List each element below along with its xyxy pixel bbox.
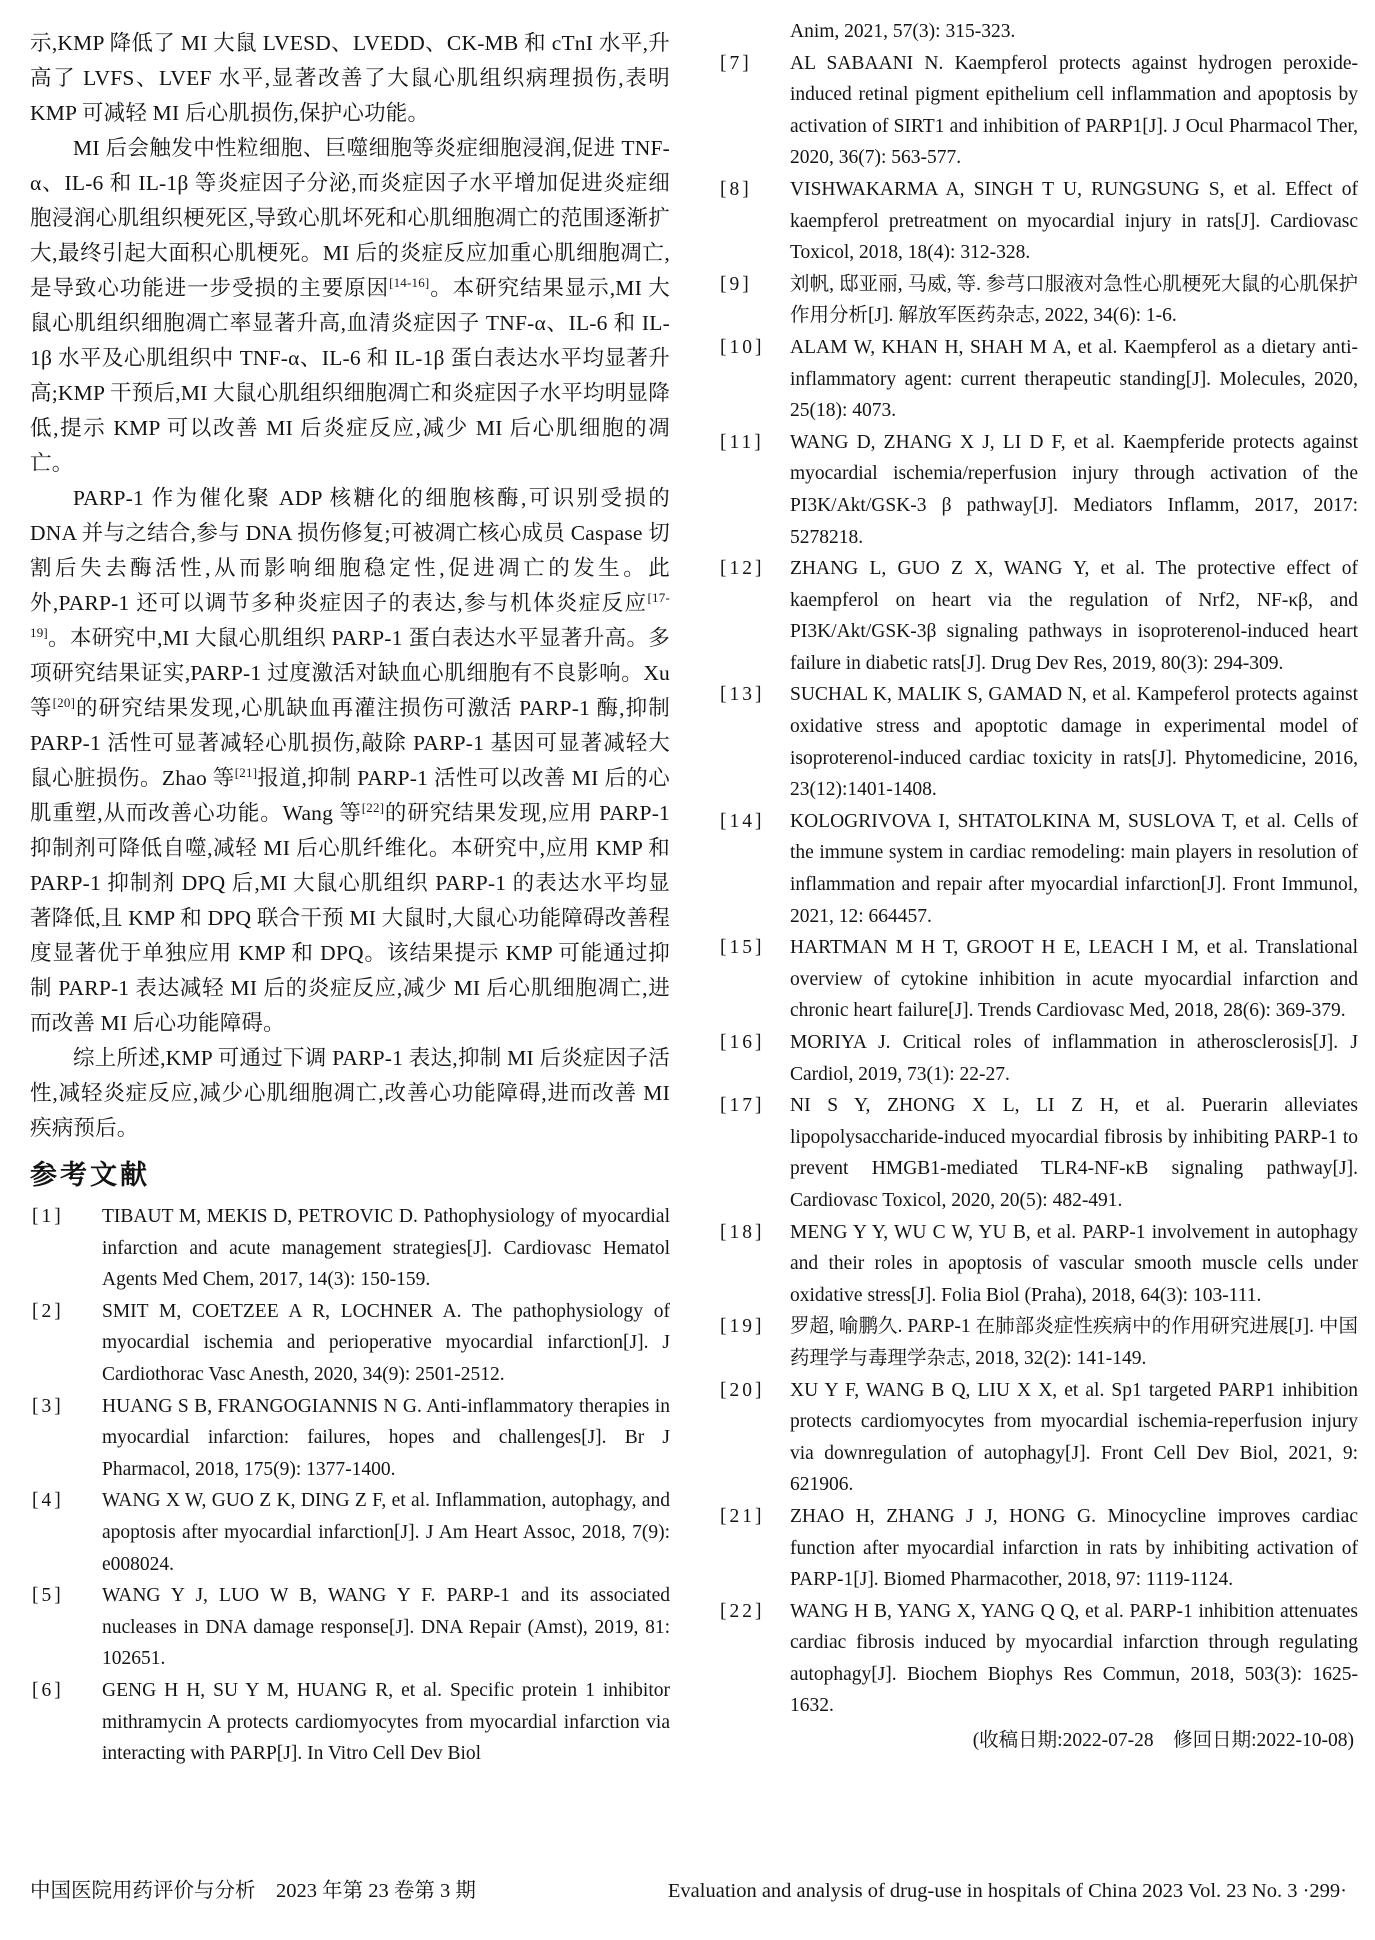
footer-journal-title-en: Evaluation and analysis of drug-use in hospitals of China 2023 Vol. 23 No. 3 ·299· <box>667 1880 1347 1902</box>
reference-number: [18] <box>720 1221 765 1243</box>
reference-item <box>718 269 1358 332</box>
reference-text: SMIT M, COETZEE A R, LOCHNER A. The pathophysiology of myocardial ischemia and perioperative myocardial infarction[J]. J Cardiothorac Vasc Anesth, 2020, 34(9): 2501-2512. <box>102 1300 670 1385</box>
reference-text: 罗超, 喻鹏久. PARP-1 在肺部炎症性疾病中的作用研究进展[J]. 中国药理学与毒理学杂志, 2018, 32(2): 141-149. <box>790 1316 1358 1369</box>
reference-item <box>718 679 1358 805</box>
reference-text: AL SABAANI N. Kaempferol protects against hydrogen peroxide-induced retinal pigment epithelium cell inflammation and apoptosis by activation of SIRT1 and inhibition of PARP1[J]. J Ocul Pharmacol Ther, 2020, 36(7): 563-577. <box>790 52 1358 169</box>
reference-text: 刘帆, 邸亚丽, 马威, 等. 参芎口服液对急性心肌梗死大鼠的心肌保护作用分析[J]. 解放军医药杂志, 2022, 34(6): 1-6. <box>790 273 1358 327</box>
reference-text: WANG Y J, LUO W B, WANG Y F. PARP-1 and its associated nucleases in DNA damage response[J]. DNA Repair (Amst), 2019, 81: 102651. <box>102 1585 670 1670</box>
reference-item <box>718 48 1358 174</box>
received-revised-dates: (收稿日期:2022-07-28 修回日期:2022-10-08) <box>972 1730 1354 1752</box>
reference-text: VISHWAKARMA A, SINGH T U, RUNGSUNG S, et al. Effect of kaempferol pretreatment on myocardial injury in rats[J]. Cardiovasc Toxicol, 2018, 18(4): 312-328. <box>790 178 1358 264</box>
discussion-paragraphs <box>30 26 670 1146</box>
citation-superscript: [22] <box>361 799 385 815</box>
reference-item <box>718 553 1358 679</box>
reference-item <box>718 1501 1358 1596</box>
reference-item <box>718 16 1358 48</box>
reference-number: [22] <box>720 1600 765 1622</box>
reference-number: [6] <box>32 1679 64 1701</box>
references-list-left <box>30 1201 670 1770</box>
reference-number: [2] <box>32 1300 64 1322</box>
reference-text: SUCHAL K, MALIK S, GAMAD N, et al. Kampeferol protects against oxidative stress and apoptotic damage in experimental model of isoproterenol-induced cardiac toxicity in rats[J]. Phytomedicine, 2016, 23(12):1401-1408. <box>790 684 1358 801</box>
reference-item <box>718 806 1358 932</box>
page-footer <box>30 1876 1347 1906</box>
paragraph-text: 示,KMP 降低了 MI 大鼠 LVESD、LVEDD、CK-MB 和 cTnI 水平,升高了 LVFS、LVEF 水平,显著改善了大鼠心肌组织病理损伤,表明 KMP 可减轻 MI 后心肌损伤,保护心功能。 <box>30 31 670 125</box>
reference-text: WANG D, ZHANG X J, LI D F, et al. Kaempferide protects against myocardial ischemia/reperfusion injury through activation of the PI3K/Akt/GSK-3 β pathway[J]. Mediators Inflamm, 2017, 2017: 5278218. <box>790 431 1358 548</box>
reference-text: XU Y F, WANG B Q, LIU X X, et al. Sp1 targeted PARP1 inhibition protects cardiomyocytes from myocardial ischemia-reperfusion injury via downregulation of autophagy[J]. Front Cell Dev Biol, 2021, 9: 621906. <box>790 1379 1358 1496</box>
reference-number: [3] <box>32 1395 64 1417</box>
reference-text: MENG Y Y, WU C W, YU B, et al. PARP-1 involvement in autophagy and their roles in apoptosis of vascular smooth muscle cells under oxidative stress[J]. Folia Biol (Praha), 2018, 64(3): 103-111. <box>790 1221 1358 1306</box>
paragraph-text: 综上所述,KMP 可通过下调 PARP-1 表达,抑制 MI 后炎症因子活性,减轻炎症反应,减少心肌细胞凋亡,改善心功能障碍,进而改善 MI 疾病预后。 <box>30 1046 670 1140</box>
reference-number: [17] <box>720 1095 765 1117</box>
citation-superscript: [20] <box>52 694 76 710</box>
reference-text: ZHAO H, ZHANG J J, HONG G. Minocycline improves cardiac function after myocardial infarction in rats by inhibiting activation of PARP-1[J]. Biomed Pharmacother, 2018, 97: 1119-1124. <box>790 1505 1358 1591</box>
reference-item <box>718 1217 1358 1312</box>
reference-number: [11] <box>720 431 764 453</box>
reference-item <box>30 1391 670 1486</box>
reference-item <box>718 1311 1358 1374</box>
reference-item <box>718 1090 1358 1216</box>
reference-item <box>30 1580 670 1675</box>
reference-text: GENG H H, SU Y M, HUANG R, et al. Specific protein 1 inhibitor mithramycin A protects cardiomyocytes from myocardial infarction via interacting with PARP[J]. In Vitro Cell Dev Biol <box>102 1679 670 1765</box>
body-paragraph <box>30 1041 670 1146</box>
reference-number: [4] <box>32 1490 64 1512</box>
reference-number: [21] <box>720 1505 765 1527</box>
paragraph-text: MI 后会触发中性粒细胞、巨噬细胞等炎症细胞浸润,促进 TNF-α、IL-6 和 IL-1β 等炎症因子分泌,而炎症因子水平增加促进炎症细胞浸润心肌组织梗死区,导致心肌坏死和心肌细胞凋亡的范围逐渐扩大,最终引起大面积心肌梗死。MI 后的炎症反应加重心肌细胞凋亡,是导致心功能进一步受损的主要原因 <box>30 136 670 300</box>
paragraph-text: 的研究结果发现,应用 PARP-1 抑制剂可降低自噬,减轻 MI 后心肌纤维化。本研究中,应用 KMP 和 PARP-1 抑制剂 DPQ 后,MI 大鼠心肌组织 PARP-1 的表达水平均显著降低,且 KMP 和 DPQ 联合干预 MI 大鼠时,大鼠心功能障碍改善程度显著优于单独应用 KMP 和 DPQ。该结果提示 KMP 可能通过抑制 PARP-1 表达减轻 MI 后的炎症反应,减少 MI 后心肌细胞凋亡,进而改善 MI 后心功能障碍。 <box>30 801 670 1035</box>
reference-number: [12] <box>720 558 765 580</box>
paragraph-text: 报道,抑制 PARP-1 活性可以改善 MI 后的心肌重塑,从而改善心功能。Wang 等 <box>30 766 670 825</box>
reference-text: ALAM W, KHAN H, SHAH M A, et al. Kaempferol as a dietary anti-inflammatory agent: current therapeutic standing[J]. Molecules, 2020, 25(18): 4073. <box>790 336 1358 422</box>
body-paragraph <box>30 481 670 1041</box>
right-column <box>718 16 1358 1757</box>
reference-number: [14] <box>720 810 765 832</box>
reference-item <box>718 1596 1358 1722</box>
citation-superscript: [17-19] <box>30 589 670 640</box>
reference-item <box>718 1375 1358 1501</box>
reference-text: KOLOGRIVOVA I, SHTATOLKINA M, SUSLOVA T, et al. Cells of the immune system in cardiac remodeling: main players in resolution of inflammation and repair after myocardial infarction[J]. Front Immunol, 2021, 12: 664457. <box>790 810 1358 927</box>
paragraph-text: PARP-1 作为催化聚 ADP 核糖化的细胞核酶,可识别受损的 DNA 并与之结合,参与 DNA 损伤修复;可被凋亡核心成员 Caspase 切割后失去酶活性,从而影响细胞稳定性,促进凋亡的发生。此外,PARP-1 还可以调节多种炎症因子的表达,参与机体炎症反应 <box>30 486 670 615</box>
body-paragraph <box>30 26 670 131</box>
reference-text: NI S Y, ZHONG X L, LI Z H, et al. Puerarin alleviates lipopolysaccharide-induced myocardial fibrosis by inhibiting PARP-1 to prevent HMGB1-mediated TLR4-NF-κB signaling pathway[J]. Cardiovasc Toxicol, 2020, 20(5): 482-491. <box>790 1095 1358 1211</box>
reference-number: [13] <box>720 684 765 706</box>
reference-number: [5] <box>32 1585 64 1607</box>
reference-number: [7] <box>720 52 752 74</box>
reference-number: [8] <box>720 178 752 200</box>
reference-item <box>30 1201 670 1296</box>
paragraph-text: 。本研究中,MI 大鼠心肌组织 PARP-1 蛋白表达水平显著升高。多项研究结果证实,PARP-1 过度激活对缺血心肌细胞有不良影响。Xu 等 <box>30 626 670 720</box>
reference-text: Anim, 2021, 57(3): 315-323. <box>790 21 1016 42</box>
reference-number: [16] <box>720 1032 765 1053</box>
reference-number: [1] <box>32 1206 64 1227</box>
reference-item <box>30 1296 670 1391</box>
reference-number: [15] <box>720 937 765 959</box>
reference-text: WANG X W, GUO Z K, DING Z F, et al. Inflammation, autophagy, and apoptosis after myocardial infarction[J]. J Am Heart Assoc, 2018, 7(9): e008024. <box>102 1490 670 1575</box>
reference-text: TIBAUT M, MEKIS D, PETROVIC D. Pathophysiology of myocardial infarction and acute management strategies[J]. Cardiovasc Hematol Agents Med Chem, 2017, 14(3): 150-159. <box>102 1206 670 1291</box>
footer-journal-title-cn: 中国医院用药评价与分析 2023 年第 23 卷第 3 期 <box>30 1880 476 1902</box>
reference-item <box>718 174 1358 269</box>
reference-number: [20] <box>720 1379 765 1401</box>
left-column <box>30 26 670 1770</box>
reference-item <box>30 1675 670 1770</box>
paragraph-text: 的研究结果发现,心肌缺血再灌注损伤可激活 PARP-1 酶,抑制 PARP-1 活性可显著减轻心肌损伤,敲除 PARP-1 基因可显著减轻大鼠心脏损伤。Zhao 等 <box>30 696 670 790</box>
reference-text: HUANG S B, FRANGOGIANNIS N G. Anti-inflammatory therapies in myocardial infarction: failures, hopes and challenges[J]. Br J Pharmacol, 2018, 175(9): 1377-1400. <box>102 1395 670 1480</box>
reference-item <box>718 427 1358 553</box>
citation-superscript: [14-16] <box>389 274 430 290</box>
reference-text: MORIYA J. Critical roles of inflammation in atherosclerosis[J]. J Cardiol, 2019, 73(1): 22-27. <box>790 1032 1358 1085</box>
references-heading: 参考文献 <box>30 1160 150 1190</box>
paragraph-text: 。本研究结果显示,MI 大鼠心肌组织细胞凋亡率显著升高,血清炎症因子 TNF-α、IL-6 和 IL-1β 水平及心肌组织中 TNF-α、IL-6 和 IL-1β 蛋白表达水平均显著升高;KMP 干预后,MI 大鼠心肌组织细胞凋亡和炎症因子水平均明显降低,提示 KMP 可以改善 MI 后炎症反应,减少 MI 后心肌细胞的凋亡。 <box>30 276 670 475</box>
reference-item <box>718 932 1358 1027</box>
citation-superscript: [21] <box>234 764 258 780</box>
reference-number: [9] <box>720 273 752 295</box>
reference-item <box>718 1027 1358 1090</box>
reference-item <box>718 332 1358 427</box>
reference-text: WANG H B, YANG X, YANG Q Q, et al. PARP-1 inhibition attenuates cardiac fibrosis induced by myocardial infarction through regulating autophagy[J]. Biochem Biophys Res Commun, 2018, 503(3): 1625-1632. <box>790 1600 1358 1717</box>
reference-number: [19] <box>720 1316 765 1338</box>
reference-text: HARTMAN M H T, GROOT H E, LEACH I M, et al. Translational overview of cytokine inhibition in acute myocardial infarction and chronic heart failure[J]. Trends Cardiovasc Med, 2018, 28(6): 369-379. <box>790 937 1358 1022</box>
references-list-right <box>718 16 1358 1722</box>
reference-number: [10] <box>720 336 765 358</box>
body-paragraph <box>30 131 670 481</box>
reference-text: ZHANG L, GUO Z X, WANG Y, et al. The protective effect of kaempferol on heart via the regulation of Nrf2, NF-κβ, and PI3K/Akt/GSK-3β signaling pathways in isoproterenol-induced heart failure in diabetic rats[J]. Drug Dev Res, 2019, 80(3): 294-309. <box>790 558 1358 674</box>
reference-item <box>30 1485 670 1580</box>
